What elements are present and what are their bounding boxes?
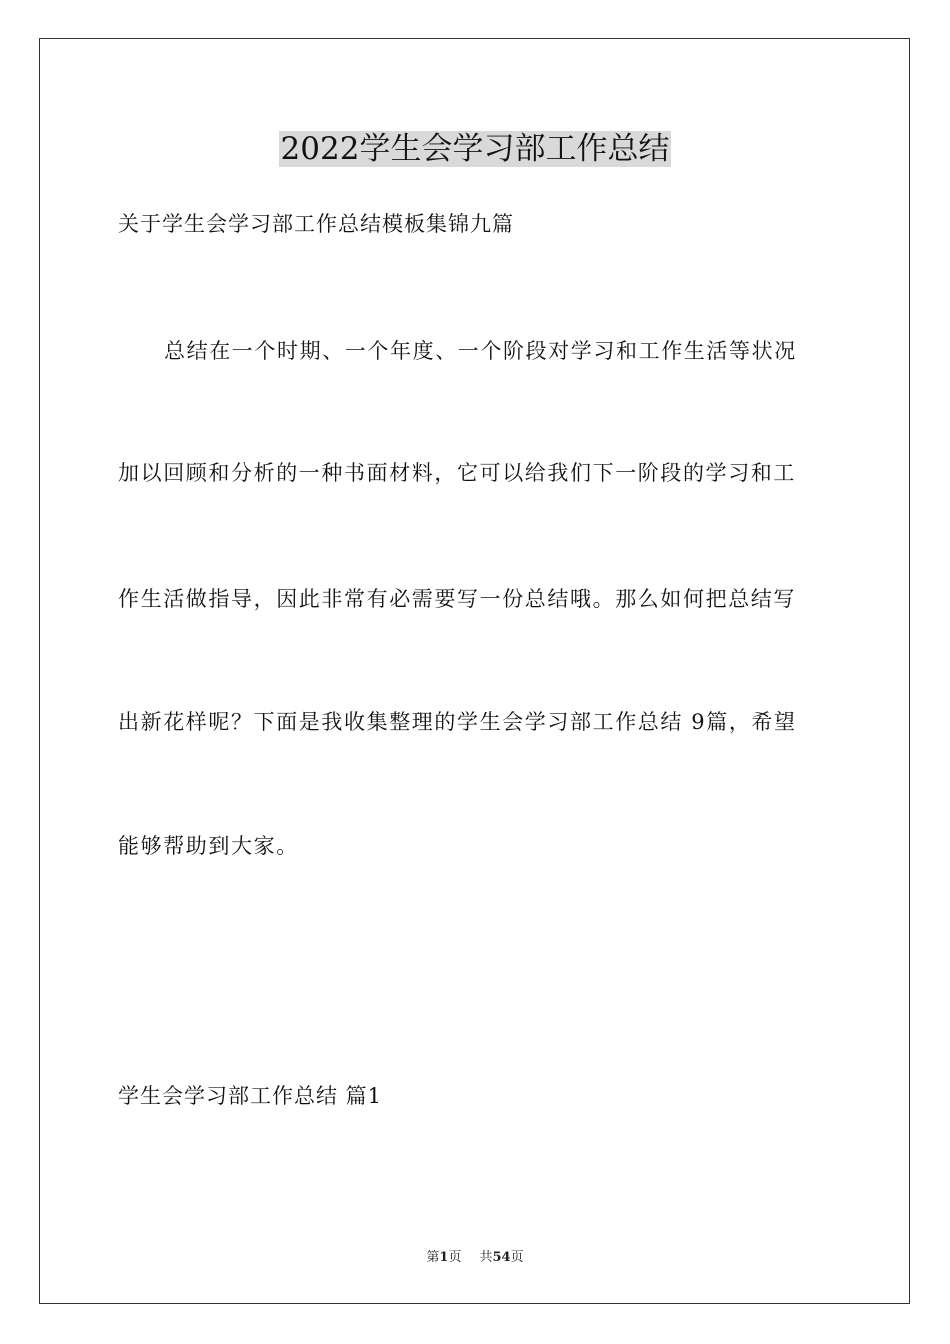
paragraph-line-2: 加以回顾和分析的一种书面材料，它可以给我们下一阶段的学习和工	[118, 461, 796, 485]
document-subtitle: 关于学生会学习部工作总结模板集锦九篇	[118, 212, 514, 236]
document-title	[0, 127, 950, 171]
total-suffix: 页	[510, 1250, 524, 1265]
page-suffix: 页	[448, 1250, 462, 1265]
document-title-text: 2022学生会学习部工作总结	[280, 131, 670, 167]
page-footer	[0, 1249, 950, 1267]
total-prefix: 共	[479, 1250, 493, 1265]
total-pages: 54	[492, 1250, 511, 1265]
page-number: 1	[439, 1250, 449, 1265]
paragraph-line-3: 作生活做指导，因此非常有必需要写一份总结哦。那么如何把总结写	[118, 587, 796, 611]
paragraph-line-4: 出新花样呢？下面是我收集整理的学生会学习部工作总结 9篇，希望	[118, 710, 797, 734]
section-heading: 学生会学习部工作总结 篇1	[118, 1084, 383, 1108]
paragraph-line-1: 总结在一个时期、一个年度、一个阶段对学习和工作生活等状况	[164, 339, 797, 363]
page-prefix: 第	[426, 1250, 440, 1265]
paragraph-line-5: 能够帮助到大家。	[118, 834, 299, 858]
